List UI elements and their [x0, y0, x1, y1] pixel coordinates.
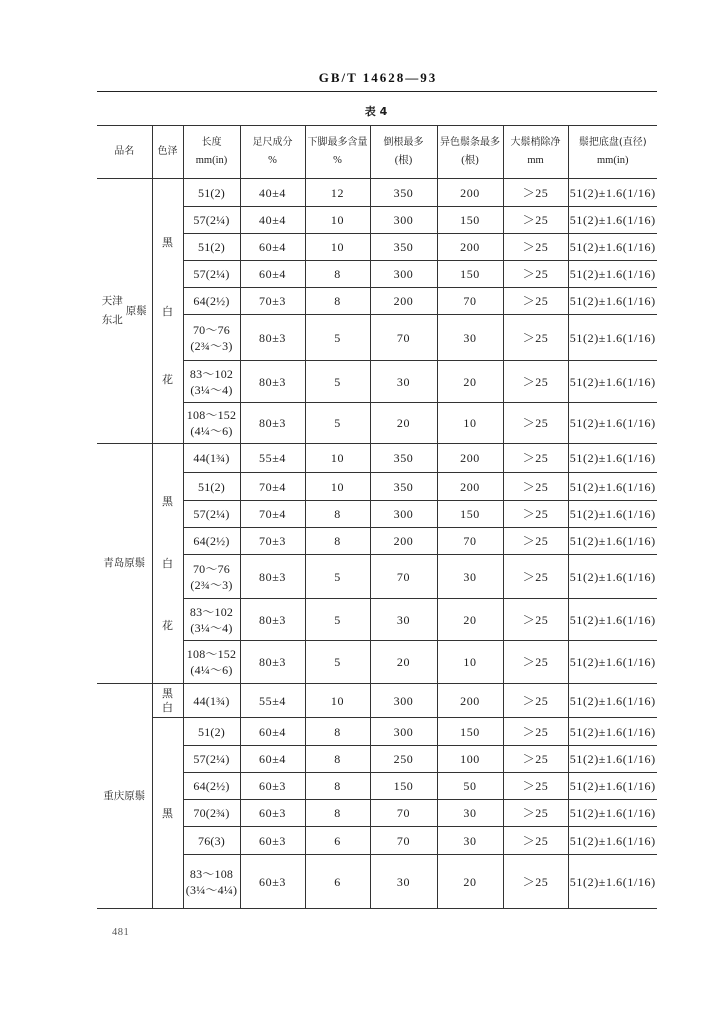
scrap-content-cell: 5 [305, 599, 370, 641]
base-diameter-cell: 51(2)±1.6(1/16) [568, 599, 657, 641]
base-diameter-cell: 51(2)±1.6(1/16) [568, 555, 657, 599]
tip-removal-cell: ＞25 [503, 800, 568, 827]
reversed-bristle-cell: 300 [370, 207, 437, 234]
color-cell [152, 444, 183, 684]
column-header-unit: % [268, 155, 277, 166]
base-diameter-cell: 51(2)±1.6(1/16) [568, 800, 657, 827]
off-color-bristle-cell: 200 [437, 684, 503, 718]
reversed-bristle-cell: 200 [370, 528, 437, 555]
color-label: 白 [162, 557, 173, 570]
length-cell [183, 261, 240, 288]
product-name [97, 554, 152, 573]
product-name-text: 重庆原鬃 [103, 789, 146, 802]
tip-removal-cell: ＞25 [503, 827, 568, 855]
column-header-unit: % [333, 155, 342, 166]
length-text: 70～76 [192, 561, 230, 576]
color-labels [153, 446, 183, 682]
scrap-content-cell: 10 [305, 444, 370, 473]
full-size-cell: 60±3 [240, 773, 305, 800]
length-text: 64(2½) [193, 294, 230, 308]
tip-removal-cell: ＞25 [503, 261, 568, 288]
base-diameter-cell: 51(2)±1.6(1/16) [568, 641, 657, 684]
base-diameter-cell: 51(2)±1.6(1/16) [568, 403, 657, 444]
off-color-bristle-cell: 200 [437, 444, 503, 473]
off-color-bristle-cell: 150 [437, 718, 503, 746]
column-header-reversed-bristle [370, 126, 437, 179]
length-text: 76(3) [198, 833, 225, 848]
scrap-content-cell: 10 [305, 473, 370, 501]
tip-removal-cell: ＞25 [503, 501, 568, 528]
scrap-content-cell: 8 [305, 800, 370, 827]
scrap-content-cell: 6 [305, 855, 370, 909]
off-color-bristle-cell: 150 [437, 261, 503, 288]
base-diameter-cell: 51(2)±1.6(1/16) [568, 207, 657, 234]
length-cell [183, 207, 240, 234]
product-name-text: 青岛原鬃 [103, 557, 146, 569]
specification-table [97, 125, 657, 909]
color-label: 黑 [162, 236, 173, 249]
off-color-bristle-cell: 50 [437, 773, 503, 800]
reversed-bristle-cell: 300 [370, 261, 437, 288]
product-name-cell [97, 444, 152, 684]
column-header-label: 鬃把底盘(直径) [578, 137, 647, 148]
full-size-cell: 60±4 [240, 718, 305, 746]
base-diameter-cell: 51(2)±1.6(1/16) [568, 528, 657, 555]
column-header-unit: mm(in) [597, 155, 629, 166]
table-row [97, 718, 657, 746]
tip-removal-cell: ＞25 [503, 473, 568, 501]
tip-removal-cell: ＞25 [503, 361, 568, 403]
length-text: 51(2) [198, 724, 225, 739]
base-diameter-cell: 51(2)±1.6(1/16) [568, 473, 657, 501]
tip-removal-cell: ＞25 [503, 718, 568, 746]
column-header-unit: (根) [461, 155, 479, 166]
column-header-color [152, 126, 183, 179]
header-rule [97, 91, 657, 92]
off-color-bristle-cell: 30 [437, 315, 503, 361]
full-size-cell: 55±4 [240, 684, 305, 718]
table-header [97, 126, 657, 179]
off-color-bristle-cell: 150 [437, 501, 503, 528]
column-header-unit: mm [527, 155, 544, 166]
color-cell [152, 718, 183, 909]
length-text: (3¼～4) [190, 382, 233, 397]
tip-removal-cell: ＞25 [503, 288, 568, 315]
length-cell [183, 555, 240, 599]
tip-removal-cell: ＞25 [503, 207, 568, 234]
column-header-label: 足尺成分 [252, 137, 293, 148]
full-size-cell: 80±3 [240, 555, 305, 599]
length-text: (3¼～4) [190, 620, 233, 635]
length-cell [183, 403, 240, 444]
table-row [97, 444, 657, 473]
full-size-cell: 60±4 [240, 234, 305, 261]
length-text: 57(2¼) [193, 213, 230, 227]
reversed-bristle-cell: 70 [370, 555, 437, 599]
color-label: 花 [162, 373, 173, 386]
column-header-tip-removal [503, 126, 568, 179]
reversed-bristle-cell: 350 [370, 234, 437, 261]
tip-removal-cell: ＞25 [503, 555, 568, 599]
length-text: (4¼～6) [190, 663, 233, 677]
column-header-product-name [97, 126, 152, 179]
page-number: 481 [112, 927, 130, 938]
table-row [97, 684, 657, 718]
off-color-bristle-cell: 20 [437, 361, 503, 403]
scrap-content-cell: 10 [305, 234, 370, 261]
length-text: 70(2¾) [193, 806, 230, 820]
length-text: 70～76 [192, 322, 230, 337]
off-color-bristle-cell: 10 [437, 641, 503, 684]
column-header-label: 品名 [114, 146, 135, 157]
base-diameter-cell: 51(2)±1.6(1/16) [568, 444, 657, 473]
length-cell [183, 773, 240, 800]
reversed-bristle-cell: 300 [370, 718, 437, 746]
base-diameter-cell: 51(2)±1.6(1/16) [568, 315, 657, 361]
column-header-label: 大鬃梢除净 [510, 137, 561, 148]
scrap-content-cell: 12 [305, 179, 370, 207]
color-label: 黑 [162, 806, 173, 820]
reversed-bristle-cell: 30 [370, 599, 437, 641]
color-cell [152, 179, 183, 444]
full-size-cell: 80±3 [240, 403, 305, 444]
full-size-cell: 40±4 [240, 207, 305, 234]
length-cell [183, 746, 240, 773]
base-diameter-cell: 51(2)±1.6(1/16) [568, 501, 657, 528]
scrap-content-cell: 10 [305, 207, 370, 234]
column-header-scrap-content [305, 126, 370, 179]
tip-removal-cell: ＞25 [503, 179, 568, 207]
reversed-bristle-cell: 300 [370, 501, 437, 528]
column-header-length [183, 126, 240, 179]
scrap-content-cell: 8 [305, 528, 370, 555]
tip-removal-cell: ＞25 [503, 444, 568, 473]
base-diameter-cell: 51(2)±1.6(1/16) [568, 261, 657, 288]
reversed-bristle-cell: 250 [370, 746, 437, 773]
scrap-content-cell: 5 [305, 403, 370, 444]
length-text: (2¾～3) [190, 338, 233, 353]
length-cell [183, 528, 240, 555]
base-diameter-cell: 51(2)±1.6(1/16) [568, 234, 657, 261]
color-labels [153, 686, 183, 716]
product-name-text: 东北 [101, 314, 123, 326]
base-diameter-cell: 51(2)±1.6(1/16) [568, 746, 657, 773]
full-size-cell: 70±3 [240, 528, 305, 555]
length-text: 57(2¼) [193, 267, 230, 281]
base-diameter-cell: 51(2)±1.6(1/16) [568, 718, 657, 746]
length-cell [183, 315, 240, 361]
product-name-text: 天津 [101, 295, 123, 307]
scrap-content-cell: 5 [305, 555, 370, 599]
length-text: 51(2) [198, 240, 225, 254]
length-text: 51(2) [198, 185, 225, 200]
off-color-bristle-cell: 70 [437, 528, 503, 555]
length-cell [183, 718, 240, 746]
scrap-content-cell: 8 [305, 501, 370, 528]
length-cell [183, 501, 240, 528]
scrap-content-cell: 8 [305, 773, 370, 800]
full-size-cell: 80±3 [240, 361, 305, 403]
length-text: 83～102 [189, 604, 234, 619]
color-label: 黑 [162, 494, 173, 508]
color-labels [153, 181, 183, 442]
color-label: 白 [162, 701, 173, 715]
base-diameter-cell: 51(2)±1.6(1/16) [568, 827, 657, 855]
off-color-bristle-cell: 200 [437, 473, 503, 501]
tip-removal-cell: ＞25 [503, 684, 568, 718]
scrap-content-cell: 10 [305, 684, 370, 718]
full-size-cell: 80±3 [240, 599, 305, 641]
length-text: 108～152 [186, 408, 237, 422]
reversed-bristle-cell: 70 [370, 827, 437, 855]
reversed-bristle-cell: 150 [370, 773, 437, 800]
full-size-cell: 40±4 [240, 179, 305, 207]
off-color-bristle-cell: 30 [437, 800, 503, 827]
length-cell [183, 361, 240, 403]
off-color-bristle-cell: 20 [437, 599, 503, 641]
off-color-bristle-cell: 30 [437, 827, 503, 855]
base-diameter-cell: 51(2)±1.6(1/16) [568, 684, 657, 718]
reversed-bristle-cell: 30 [370, 855, 437, 909]
length-text: 108～152 [186, 647, 237, 661]
length-text: (3¼～4¼) [185, 882, 238, 897]
color-label: 黑 [162, 686, 173, 700]
length-text: 64(2½) [193, 779, 230, 793]
length-text: 64(2½) [193, 534, 230, 548]
off-color-bristle-cell: 70 [437, 288, 503, 315]
product-name-cell [97, 684, 152, 909]
table-body [97, 179, 657, 909]
length-text: 57(2¼) [193, 752, 230, 766]
off-color-bristle-cell: 150 [437, 207, 503, 234]
product-name-suffix: 原鬃 [125, 305, 147, 317]
base-diameter-cell: 51(2)±1.6(1/16) [568, 855, 657, 909]
tip-removal-cell: ＞25 [503, 234, 568, 261]
color-labels [153, 720, 183, 907]
reversed-bristle-cell: 30 [370, 361, 437, 403]
header-row [97, 126, 657, 179]
reversed-bristle-cell: 70 [370, 315, 437, 361]
scrap-content-cell: 8 [305, 261, 370, 288]
length-text: 83～102 [189, 366, 234, 381]
scrap-content-cell: 8 [305, 288, 370, 315]
base-diameter-cell: 51(2)±1.6(1/16) [568, 179, 657, 207]
scrap-content-cell: 8 [305, 718, 370, 746]
full-size-cell: 55±4 [240, 444, 305, 473]
length-cell [183, 827, 240, 855]
length-text: 57(2¼) [193, 507, 230, 521]
off-color-bristle-cell: 200 [437, 234, 503, 261]
full-size-cell: 80±3 [240, 641, 305, 684]
product-name-lines [102, 292, 123, 330]
color-cell [152, 684, 183, 718]
tip-removal-cell: ＞25 [503, 855, 568, 909]
tip-removal-cell: ＞25 [503, 746, 568, 773]
product-name-lines [103, 787, 145, 806]
tip-removal-cell: ＞25 [503, 599, 568, 641]
color-label: 白 [162, 304, 173, 318]
column-header-base-diameter [568, 126, 657, 179]
column-header-label: 色泽 [157, 146, 178, 157]
reversed-bristle-cell: 300 [370, 684, 437, 718]
off-color-bristle-cell: 100 [437, 746, 503, 773]
full-size-cell: 60±4 [240, 746, 305, 773]
full-size-cell: 70±3 [240, 288, 305, 315]
length-cell [183, 179, 240, 207]
column-header-label: 下脚最多含量 [307, 137, 368, 148]
full-size-cell: 60±4 [240, 261, 305, 288]
base-diameter-cell: 51(2)±1.6(1/16) [568, 773, 657, 800]
length-cell [183, 684, 240, 718]
length-text: (2¾～3) [190, 577, 233, 592]
base-diameter-cell: 51(2)±1.6(1/16) [568, 288, 657, 315]
reversed-bristle-cell: 350 [370, 444, 437, 473]
reversed-bristle-cell: 200 [370, 288, 437, 315]
product-name-cell [97, 179, 152, 444]
column-header-label: 倒根最多 [383, 137, 424, 148]
table-row [97, 179, 657, 207]
standard-code: GB/T 14628—93 [318, 70, 438, 85]
reversed-bristle-cell: 20 [370, 641, 437, 684]
product-name [97, 292, 152, 330]
length-cell [183, 288, 240, 315]
product-name-lines [103, 554, 145, 573]
tip-removal-cell: ＞25 [503, 641, 568, 684]
scrap-content-cell: 5 [305, 315, 370, 361]
full-size-cell: 70±4 [240, 501, 305, 528]
length-cell [183, 599, 240, 641]
off-color-bristle-cell: 10 [437, 403, 503, 444]
table-caption: 表 4 [364, 105, 388, 118]
off-color-bristle-cell: 200 [437, 179, 503, 207]
column-header-label: 异色鬃条最多 [440, 137, 500, 148]
base-diameter-cell: 51(2)±1.6(1/16) [568, 361, 657, 403]
column-header-off-color-bristle [437, 126, 503, 179]
length-text: 44(1¾) [193, 693, 230, 708]
length-cell [183, 473, 240, 501]
column-header-unit: mm(in) [195, 155, 228, 166]
length-text: 83～108 [189, 866, 234, 881]
off-color-bristle-cell: 30 [437, 555, 503, 599]
reversed-bristle-cell: 70 [370, 800, 437, 827]
length-cell [183, 855, 240, 909]
length-cell [183, 641, 240, 684]
tip-removal-cell: ＞25 [503, 773, 568, 800]
column-header-label: 长度 [201, 137, 222, 148]
reversed-bristle-cell: 20 [370, 403, 437, 444]
length-text: (4¼～6) [190, 424, 233, 438]
color-label: 花 [162, 619, 173, 633]
length-text: 44(1¾) [193, 451, 230, 465]
tip-removal-cell: ＞25 [503, 315, 568, 361]
full-size-cell: 60±3 [240, 800, 305, 827]
tip-removal-cell: ＞25 [503, 528, 568, 555]
scrap-content-cell: 5 [305, 361, 370, 403]
column-header-unit: (根) [394, 155, 413, 166]
scrap-content-cell: 6 [305, 827, 370, 855]
off-color-bristle-cell: 20 [437, 855, 503, 909]
product-name [97, 787, 152, 806]
length-cell [183, 444, 240, 473]
tip-removal-cell: ＞25 [503, 403, 568, 444]
full-size-cell: 70±4 [240, 473, 305, 501]
scrap-content-cell: 5 [305, 641, 370, 684]
full-size-cell: 60±3 [240, 855, 305, 909]
reversed-bristle-cell: 350 [370, 473, 437, 501]
column-header-full-size [240, 126, 305, 179]
full-size-cell: 60±3 [240, 827, 305, 855]
length-cell [183, 234, 240, 261]
full-size-cell: 80±3 [240, 315, 305, 361]
scrap-content-cell: 8 [305, 746, 370, 773]
length-text: 51(2) [198, 479, 225, 494]
reversed-bristle-cell: 350 [370, 179, 437, 207]
length-cell [183, 800, 240, 827]
